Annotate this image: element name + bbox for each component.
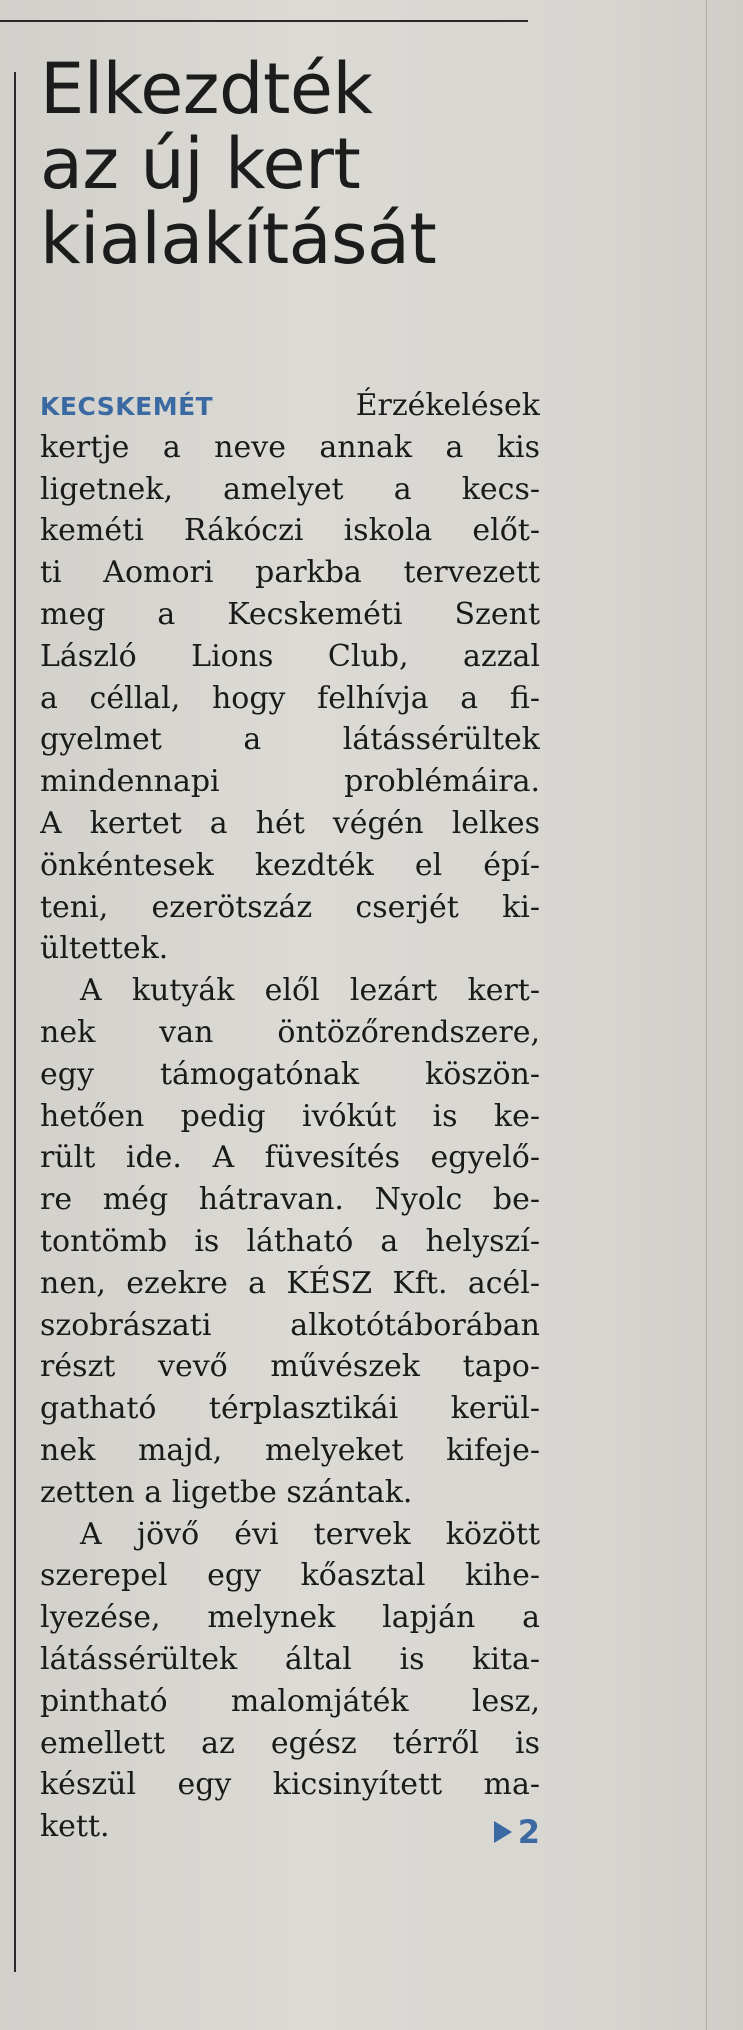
final-line [40,1806,540,1851]
body-line: ültettek. [40,931,169,967]
body-line: szerepel egy kőasztal kihe- [40,1558,540,1594]
body-line: tontömb is látható a helyszí- [40,1223,540,1259]
body-line: ti Aomori parkba tervezett [40,555,540,591]
headline-line: Elkezdték [40,48,373,130]
top-rule [0,20,528,22]
body-line: nek van öntözőrendszere, [40,1014,540,1050]
body-line: meg a Kecskeméti Szent [40,596,540,632]
body-line: rült ide. A füvesítés egyelő- [40,1140,540,1176]
body-line: kertje a neve annak a kis [40,429,540,465]
triangle-arrow-icon [494,1821,512,1843]
body-line: pintható malomjáték lesz, [40,1683,540,1719]
body-line: keméti Rákóczi iskola előt- [40,513,540,549]
body-line: A kutyák elől lezárt kert- [80,973,540,1009]
body-line: gyelmet a látássérültek [40,722,540,758]
body-line [40,385,540,427]
body-line: nen, ezekre a KÉSZ Kft. acél- [40,1265,540,1301]
body-line: re még hátravan. Nyolc be- [40,1182,540,1218]
body-line: kett. [40,1809,110,1845]
body-line: ligetnek, amelyet a kecs- [40,471,540,507]
body-line: lyezése, melynek lapján a [40,1600,540,1636]
body-line: László Lions Club, azzal [40,638,540,674]
left-column-rule [14,72,16,1972]
body-line: gatható térplasztikái kerül- [40,1391,540,1427]
headline-line: kialakítását [40,198,437,280]
body-line: A jövő évi tervek között [80,1516,540,1552]
body-line: önkéntesek kezdték el épí- [40,847,540,883]
adjacent-column-edge [706,0,707,2030]
body-line: egy támogatónak köszön- [40,1056,540,1092]
body-line: zetten a ligetbe szántak. [40,1474,413,1510]
body-line: készül egy kicsinyített ma- [40,1767,540,1803]
continue-page-number: 2 [517,1812,540,1851]
body-line: mindennapi problémáira. [40,764,540,800]
continued-on-page [494,1812,540,1851]
body-line: A kertet a hét végén lelkes [40,805,540,841]
article [40,48,540,1851]
body-line: szobrászati alkotótáborában [40,1307,540,1343]
headline-line: az új kert [40,123,361,205]
body-line: látássérültek által is kita- [40,1641,540,1677]
body-line: a céllal, hogy felhívja a fi- [40,680,540,716]
body-line: nek majd, melyeket kifeje- [40,1432,540,1468]
dateline: KECSKEMÉT [40,392,214,421]
body-line: emellett az egész térről is [40,1725,540,1761]
body-text: Érzékelések [355,388,540,423]
body-line: hetően pedig ivókút is ke- [40,1098,540,1134]
article-body [40,385,540,1851]
body-line: részt vevő művészek tapo- [40,1349,540,1385]
body-line: teni, ezerötszáz cserjét ki- [40,889,540,925]
headline [40,48,540,280]
